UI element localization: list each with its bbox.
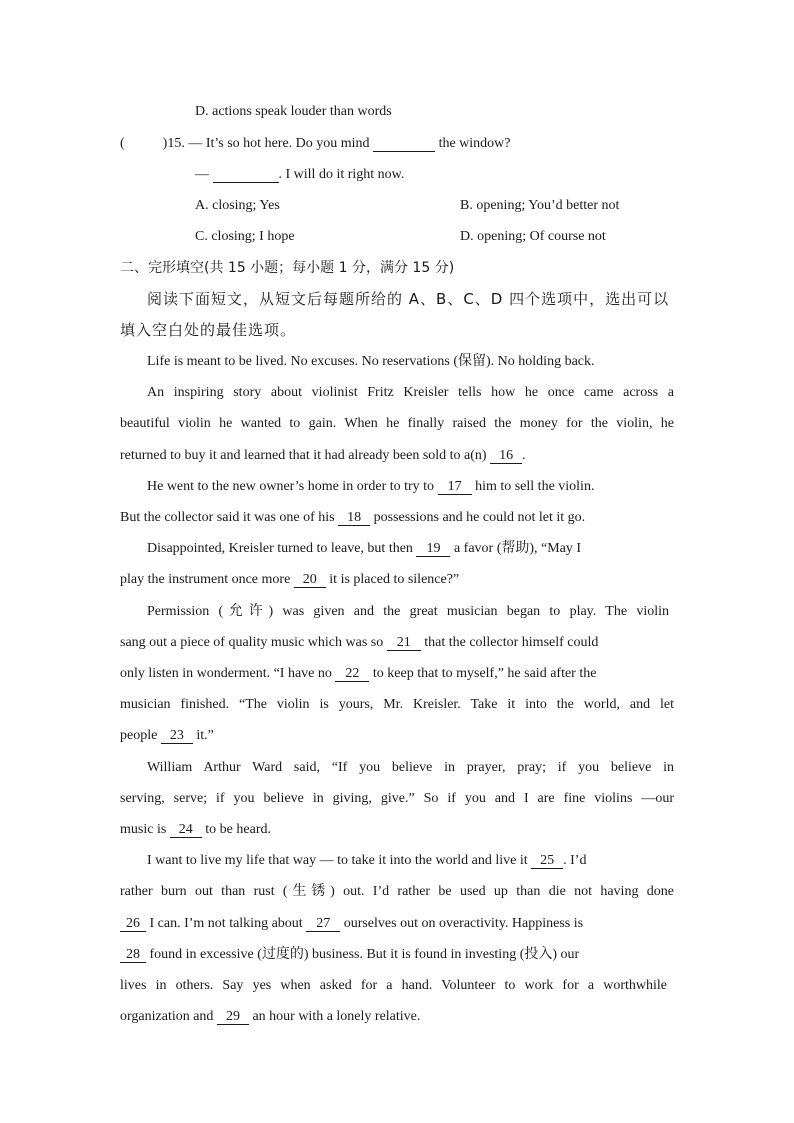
passage-line: serving, serve; if you believe in giving, give.” So if you and I are fine violins —our — [120, 791, 674, 806]
passage-text: I can. I’m not talking about — [149, 916, 303, 931]
reply-text: . I will do it right now. — [278, 167, 405, 182]
passage-text: . I’d — [563, 853, 587, 868]
passage-line — [120, 509, 585, 527]
q15-option-b: B. opening; You’d better not — [460, 198, 620, 213]
blank-25: 25 — [531, 853, 563, 869]
passage-line — [120, 665, 596, 683]
passage-text: He went to the new owner’s home in order to try to — [147, 479, 435, 494]
passage-text: him to sell the violin. — [475, 479, 595, 494]
passage-text: it.” — [196, 728, 214, 743]
passage-line — [147, 852, 586, 870]
passage-text: music is — [120, 822, 167, 837]
passage-line — [147, 478, 594, 496]
passage-text: to be heard. — [205, 822, 271, 837]
stem-text: — It’s so hot here. Do you mind — [188, 136, 370, 151]
passage-text: people — [120, 728, 158, 743]
passage-text: to keep that to myself,” he said after the — [372, 666, 597, 681]
passage-line — [120, 447, 526, 465]
passage-line — [120, 821, 271, 839]
blank-16: 16 — [490, 448, 522, 464]
section-intro-line2: 填入空白处的最佳选项。 — [120, 321, 297, 339]
blank-28: 28 — [120, 947, 146, 963]
passage-text: possessions and he could not let it go. — [373, 510, 586, 525]
passage-text: But the collector said it was one of his — [120, 510, 335, 525]
reply-dash: — — [195, 167, 209, 182]
blank-27: 27 — [306, 916, 340, 932]
passage-text: I want to live my life that way — to take it into the world and live it — [147, 853, 528, 868]
passage-line — [120, 571, 459, 589]
passage-line: musician finished. “The violin is yours, Mr. Kreisler. Take it into the world, and let — [120, 697, 674, 712]
reply-blank — [213, 167, 279, 183]
passage-line: Permission (允许) was given and the great musician began to play. The violin — [147, 604, 669, 619]
passage-text: it is placed to silence?” — [329, 572, 460, 587]
passage-line: lives in others. Say yes when asked for a hand. Volunteer to work for a worthwhile — [120, 978, 667, 993]
passage-line — [120, 634, 598, 652]
q15-option-a: A. closing; Yes — [195, 198, 280, 213]
passage-text: that the collector himself could — [424, 635, 599, 650]
passage-line — [120, 946, 579, 964]
blank-29: 29 — [217, 1009, 249, 1025]
passage-text: returned to buy it and learned that it had already been sold to a(n) — [120, 448, 487, 463]
passage-text: organization and — [120, 1009, 214, 1024]
passage-line: Life is meant to be lived. No excuses. No reservations (保留). No holding back. — [147, 354, 595, 369]
section-heading: 二、完形填空(共 15 小题；每小题 1 分，满分 15 分) — [120, 260, 455, 276]
stem-blank — [373, 136, 435, 152]
blank-17: 17 — [438, 479, 472, 495]
blank-19: 19 — [416, 541, 450, 557]
passage-line: An inspiring story about violinist Fritz Kreisler tells how he once came across a — [147, 385, 674, 400]
passage-text: an hour with a lonely relative. — [252, 1009, 421, 1024]
passage-text: found in excessive (过度的) business. But it is found in investing (投入) our — [149, 947, 580, 962]
blank-22: 22 — [335, 666, 369, 682]
passage-line — [120, 727, 214, 745]
blank-26: 26 — [120, 916, 146, 932]
blank-18: 18 — [338, 510, 370, 526]
blank-24: 24 — [170, 822, 202, 838]
answer-paren-open: ( — [120, 136, 125, 151]
q15-reply — [195, 166, 404, 184]
passage-text: play the instrument once more — [120, 572, 291, 587]
q15-option-d: D. opening; Of course not — [460, 229, 606, 244]
passage-text: . — [522, 448, 526, 463]
passage-text: a favor (帮助), “May I — [453, 541, 582, 556]
passage-line — [147, 540, 581, 558]
section-intro-line1: 阅读下面短文，从短文后每题所给的 A、B、C、D 四个选项中，选出可以 — [147, 290, 670, 308]
passage-line: beautiful violin he wanted to gain. When he finally raised the money for the violin, he — [120, 416, 674, 431]
q14-option-d: D. actions speak louder than words — [195, 104, 392, 119]
blank-23: 23 — [161, 728, 193, 744]
q15-option-c: C. closing; I hope — [195, 229, 295, 244]
passage-line: rather burn out than rust (生锈) out. I’d rather be used up than die not having done — [120, 884, 674, 899]
stem-text-end: the window? — [438, 136, 511, 151]
question-number: )15. — [162, 136, 185, 151]
passage-line — [120, 1008, 420, 1026]
passage-text: only listen in wonderment. “I have no — [120, 666, 332, 681]
blank-21: 21 — [387, 635, 421, 651]
q15-stem — [120, 135, 511, 153]
passage-text: sang out a piece of quality music which was so — [120, 635, 384, 650]
passage-text: Disappointed, Kreisler turned to leave, but then — [147, 541, 413, 556]
passage-line: William Arthur Ward said, “If you believe in prayer, pray; if you believe in — [147, 760, 674, 775]
passage-text: ourselves out on overactivity. Happiness is — [343, 916, 584, 931]
passage-line — [120, 915, 583, 933]
blank-20: 20 — [294, 572, 326, 588]
